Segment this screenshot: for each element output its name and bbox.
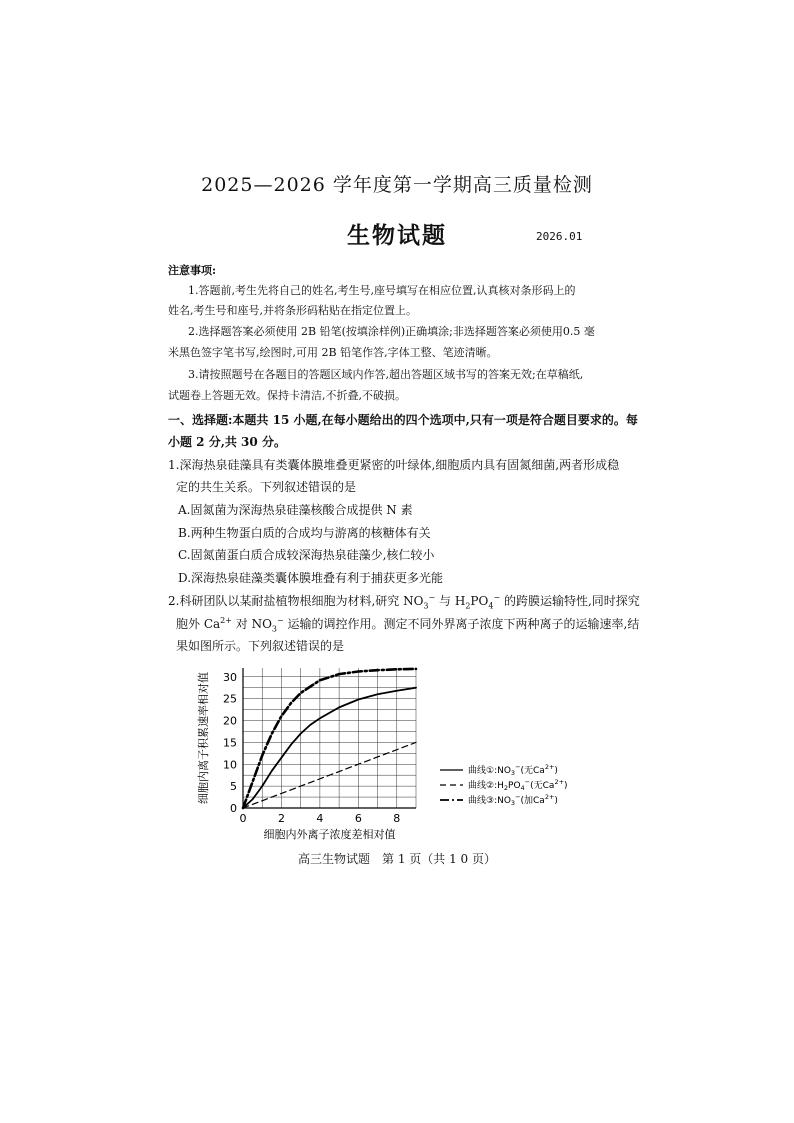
legend-text: ) (554, 796, 558, 806)
section-1-line-1: 一、选择题:本题共 15 小题,在每小题给出的四个选项中,只有一项是符合题目要求的。每 (168, 413, 638, 427)
q2-sub: 4 (488, 601, 494, 611)
q2-text: 的跨膜运输特性,同时探究 (500, 594, 640, 608)
legend-text: 4 (520, 784, 525, 792)
x-tick-label: 0 (239, 812, 247, 825)
q2-text: 对 NO (231, 617, 272, 631)
section-1-line-2: 小题 2 分,共 30 分。 (168, 435, 286, 449)
x-tick-label: 2 (277, 812, 285, 825)
q1-option-c: C.固氮菌蛋白质合成较深海热泉硅藻少,核仁较小 (178, 548, 435, 562)
q2-sub: 3 (423, 601, 429, 611)
legend-text: 2+ (544, 793, 555, 801)
legend-text: (无Ca (530, 781, 555, 791)
legend-text: PO (508, 781, 521, 791)
q2-text: 与 H (435, 594, 466, 608)
legend-text: − (515, 793, 521, 801)
subject-title: 生物试题 (347, 222, 447, 249)
y-tick-label: 20 (223, 714, 237, 728)
y-tick-label: 0 (230, 802, 237, 815)
q2-text: PO (470, 594, 489, 608)
x-tick-label: 8 (393, 812, 401, 825)
legend-entry-1 (468, 763, 558, 777)
q2-sup: 2+ (220, 616, 232, 625)
legend-text: 3 (510, 799, 516, 807)
legend-text: 2+ (554, 778, 565, 786)
exam-title: 2025—2026 学年度第一学期高三质量检测 (201, 174, 593, 196)
notice-heading: 注意事项: (168, 264, 217, 277)
q2-stem-line-2 (176, 615, 639, 633)
chart-y-axis-label: 细胞内离子积累速率相对值 (197, 672, 210, 804)
chart-legend (440, 763, 568, 807)
legend-text: (无Ca (520, 766, 545, 776)
q2-text: 胞外 Ca (176, 617, 221, 631)
q2-stem-line-1 (168, 592, 640, 610)
notice-item-3-line-2: 试题卷上答题无效。保持卡清洁,不折叠,不破损。 (168, 389, 406, 402)
q2-sup: − (428, 593, 436, 602)
q1-option-d: D.深海热泉硅藻类囊体膜堆叠有利于捕获更多光能 (178, 571, 444, 585)
notice-item-1-line-2: 姓名,考生号和座号,并将条形码粘贴在指定位置上。 (168, 304, 417, 317)
legend-text: 2+ (544, 763, 555, 771)
q2-text: 运输的调控作用。测定不同外界离子浓度下两种离子的运输速率,结 (283, 617, 640, 631)
legend-text: ) (554, 766, 558, 776)
series-line-3 (243, 669, 416, 808)
legend-text: − (524, 778, 531, 786)
x-tick-label: 6 (354, 812, 362, 825)
legend-text: 曲线③:NO (468, 796, 511, 806)
q2-text: 2.科研团队以某耐盐植物根细胞为材料,研究 NO (168, 594, 424, 608)
notice-item-2-line-2: 米黑色签字笔书写,绘图时,可用 2B 铅笔作答,字体工整、笔迹清晰。 (168, 346, 498, 359)
notice-item-3-line-1: 3.请按照题号在各题目的答题区域内作答,超出答题区域书写的答案无效;在草稿纸, (188, 368, 584, 381)
q1-stem-line-2: 定的共生关系。下列叙述错误的是 (176, 480, 357, 494)
q2-sup: − (493, 593, 501, 602)
chart-x-axis-label: 细胞内外离子浓度差相对值 (263, 828, 396, 841)
legend-text: 2 (503, 784, 509, 792)
y-tick-label: 10 (223, 758, 237, 772)
q1-option-b: B.两种生物蛋白质的合成均与游离的核糖体有关 (178, 526, 431, 540)
exam-date: 2026.01 (536, 230, 583, 243)
y-tick-label: 5 (230, 780, 237, 794)
y-tick-label: 15 (223, 736, 237, 750)
notice-item-1-line-1: 1.答题前,考生先将自己的姓名,考生号,座号填写在相应位置,认真核对条形码上的 (188, 284, 576, 297)
y-tick-label: 25 (223, 692, 237, 706)
legend-entry-2 (468, 778, 568, 792)
legend-text: (加Ca (520, 796, 545, 806)
q2-stem-line-3: 果如图所示。下列叙述错误的是 (176, 639, 345, 653)
series-line-1 (243, 688, 416, 808)
y-tick-label: 30 (223, 670, 237, 684)
legend-text: 曲线①:NO (468, 766, 511, 776)
q2-sub: 3 (271, 624, 278, 634)
q1-option-a: A.固氮菌为深海热泉硅藻核酸合成提供 N 素 (178, 503, 413, 517)
q2-sup: − (277, 616, 284, 625)
ion-accumulation-chart (190, 658, 610, 848)
legend-entry-3 (468, 793, 558, 807)
chart-series (243, 669, 416, 808)
legend-text: 3 (510, 769, 516, 777)
legend-text: ) (564, 781, 568, 791)
page-footer: 高三生物试题 第 1 页（共 1 0 页） (298, 852, 496, 866)
notice-item-2-line-1: 2.选择题答案必须使用 2B 铅笔(按填涂样例)正确填涂;非选择题答案必须使用0.5 毫 (188, 325, 595, 338)
q1-stem-line-1: 1.深海热泉硅藻具有类囊体膜堆叠更紧密的叶绿体,细胞质内具有固氮细菌,两者形成稳 (168, 458, 620, 472)
legend-text: 曲线②:H (468, 781, 504, 791)
legend-text: − (515, 763, 521, 771)
x-tick-label: 4 (316, 812, 324, 825)
q2-sub: 2 (465, 601, 471, 611)
